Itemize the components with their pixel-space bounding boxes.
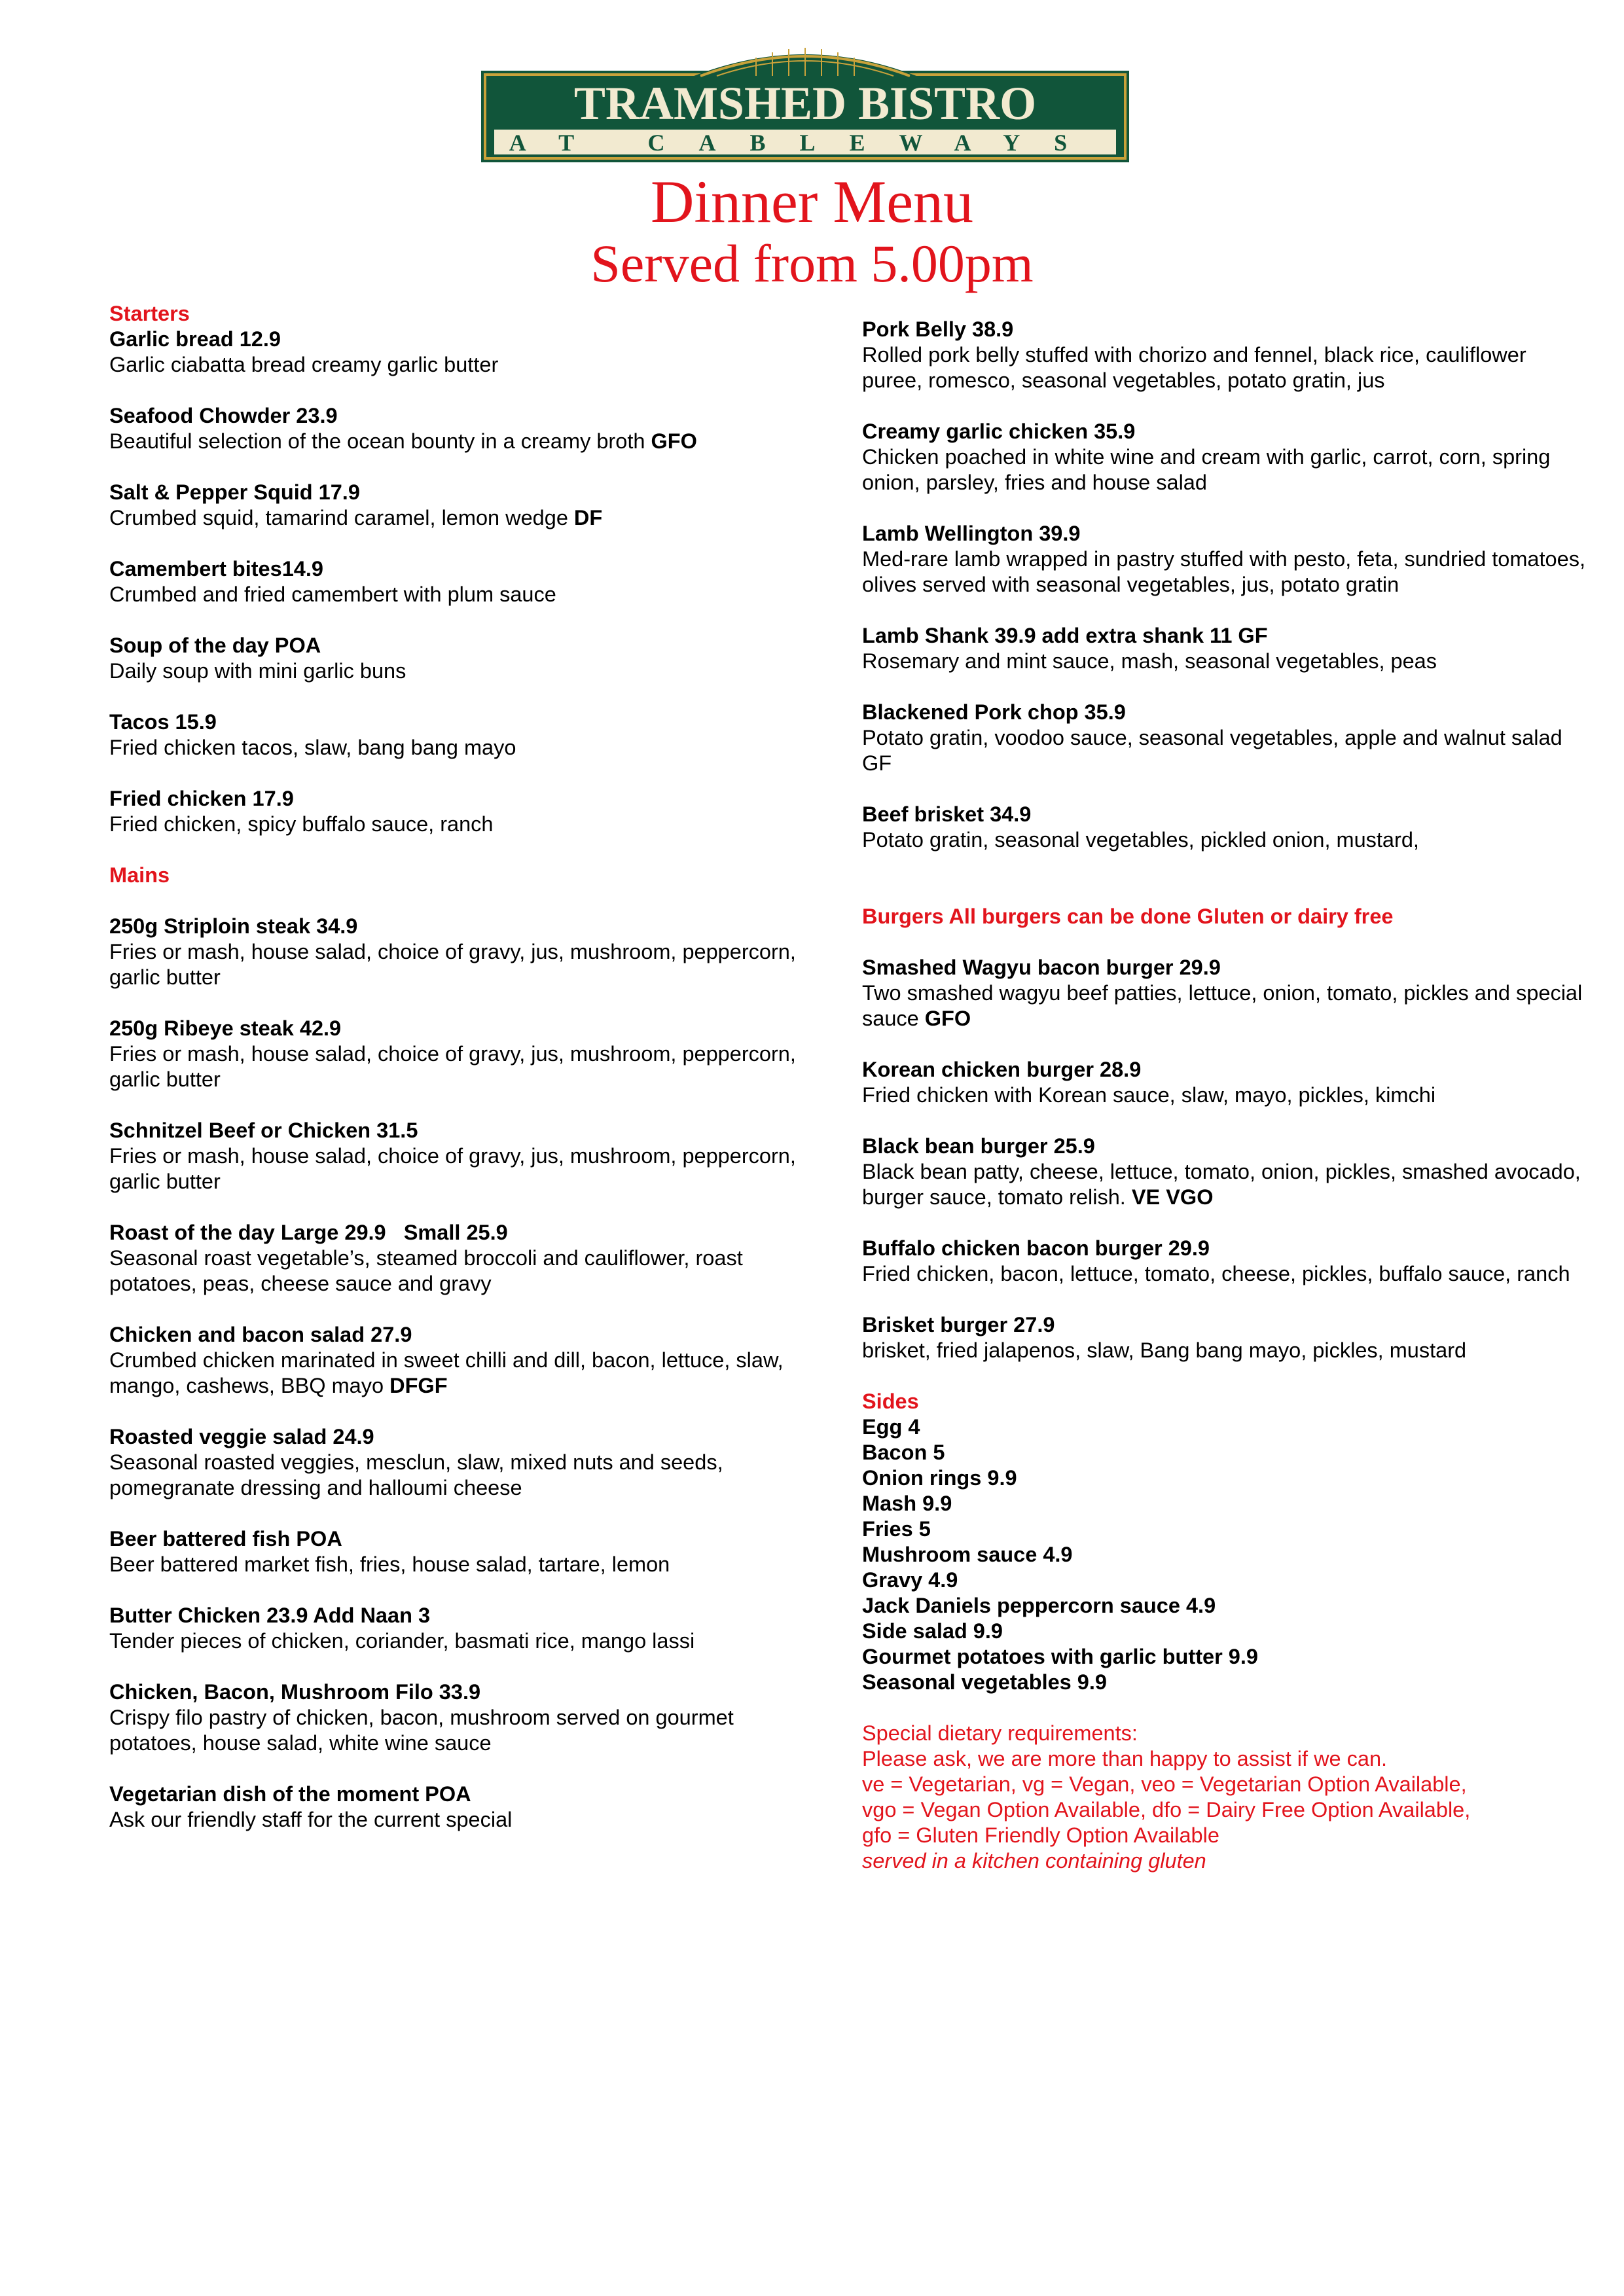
item-description <box>109 1348 823 1399</box>
dietary-line: Please ask, we are more than happy to assist if we can. <box>862 1747 1388 1770</box>
menu-item <box>862 317 1589 393</box>
starters-heading: Starters <box>109 302 190 325</box>
item-name: Schnitzel Beef or Chicken 31.5 <box>109 1119 418 1142</box>
item-name: Korean chicken burger 28.9 <box>862 1058 1142 1081</box>
dietary-line: ve = Vegetarian, vg = Vegan, veo = Vegetarian Option Available, <box>862 1772 1467 1796</box>
item-name: Seafood Chowder 23.9 <box>109 404 338 427</box>
item-description: Ask our friendly staff for the current special <box>109 1808 513 1831</box>
menu-item <box>109 1322 823 1399</box>
item-name: Garlic bread 12.9 <box>109 327 281 351</box>
menu-item <box>109 1016 823 1092</box>
item-description: Fries or mash, house salad, choice of gravy, jus, mushroom, peppercorn, garlic butter <box>109 1144 796 1193</box>
dietary-line: vgo = Vegan Option Available, dfo = Dairy Free Option Available, <box>862 1798 1471 1821</box>
item-description: Chicken poached in white wine and cream with garlic, carrot, corn, spring onion, parsley, fries and house salad <box>862 445 1551 494</box>
item-description: Garlic ciabatta bread creamy garlic butter <box>109 353 499 376</box>
menu-item <box>862 1236 1589 1287</box>
dietary-tag: VE VGO <box>1131 1185 1214 1209</box>
item-name: Buffalo chicken bacon burger 29.9 <box>862 1236 1210 1260</box>
item-description: Tender pieces of chicken, coriander, basmati rice, mango lassi <box>109 1629 695 1653</box>
logo-name: TRAMSHED BISTRO <box>573 77 1037 130</box>
item-name: Creamy garlic chicken 35.9 <box>862 420 1136 443</box>
item-description: brisket, fried jalapenos, slaw, Bang bang mayo, pickles, mustard <box>862 1338 1467 1362</box>
item-name: Fried chicken 17.9 <box>109 787 294 810</box>
menu-item <box>109 480 823 531</box>
right-column <box>862 317 1589 1874</box>
item-name: Lamb Shank 39.9 add extra shank 11 GF <box>862 624 1268 647</box>
dietary-line: Special dietary requirements: <box>862 1721 1138 1745</box>
side-item: Fries 5 <box>862 1517 931 1541</box>
item-description: Fried chicken with Korean sauce, slaw, mayo, pickles, kimchi <box>862 1083 1436 1107</box>
item-description: Seasonal roasted veggies, mesclun, slaw, mixed nuts and seeds, pomegranate dressing and halloumi cheese <box>109 1450 723 1499</box>
menu-item <box>862 955 1589 1031</box>
side-item: Mushroom sauce 4.9 <box>862 1543 1073 1566</box>
menu-item <box>109 1424 823 1501</box>
item-name: Vegetarian dish of the moment POA <box>109 1782 471 1806</box>
item-name: Tacos 15.9 <box>109 710 217 734</box>
menu-item <box>862 1312 1589 1363</box>
menu-item <box>109 1118 823 1194</box>
menu-item <box>109 327 823 378</box>
sides-heading: Sides <box>862 1390 919 1413</box>
item-description: Fried chicken, spicy buffalo sauce, ranch <box>109 812 494 836</box>
menu-title: Dinner Menu <box>650 168 974 235</box>
menu-item <box>109 786 823 837</box>
desc-text: Crumbed chicken marinated in sweet chilli and dill, bacon, lettuce, slaw, mango, cashews, BBQ mayo <box>109 1348 784 1397</box>
menu-item <box>862 521 1589 598</box>
dietary-notice <box>862 1721 1589 1874</box>
menu-subtitle: Served from 5.00pm <box>590 234 1034 293</box>
item-description <box>109 505 823 531</box>
desc-text: Crumbed squid, tamarind caramel, lemon wedge <box>109 506 574 529</box>
side-item: Seasonal vegetables 9.9 <box>862 1670 1107 1694</box>
menu-item <box>862 1057 1589 1108</box>
item-name: 250g Ribeye steak 42.9 <box>109 1016 342 1040</box>
item-description: Potato gratin, seasonal vegetables, pickled onion, mustard, <box>862 828 1419 852</box>
menu-item <box>862 802 1589 853</box>
menu-item <box>109 633 823 684</box>
menu-item <box>109 403 823 454</box>
menu-item <box>862 1134 1589 1210</box>
menu-item <box>109 1782 823 1833</box>
item-description: Crumbed and fried camembert with plum sauce <box>109 583 556 606</box>
dietary-tag: DF <box>573 506 603 529</box>
side-item: Mash 9.9 <box>862 1492 952 1515</box>
side-item: Onion rings 9.9 <box>862 1466 1017 1490</box>
menu-item <box>109 1526 823 1577</box>
dietary-tag: DFGF <box>389 1374 448 1397</box>
menu-item <box>109 914 823 990</box>
menu-item <box>109 1220 823 1297</box>
item-name: Roast of the day Large 29.9 Small 25.9 <box>109 1221 508 1244</box>
menu-item <box>109 1603 823 1654</box>
side-item: Egg 4 <box>862 1415 920 1439</box>
item-description: Fries or mash, house salad, choice of gravy, jus, mushroom, peppercorn, garlic butter <box>109 1042 796 1091</box>
item-description: Seasonal roast vegetable’s, steamed broccoli and cauliflower, roast potatoes, peas, cheese sauce and gravy <box>109 1246 743 1295</box>
side-item: Bacon 5 <box>862 1441 945 1464</box>
item-description: Potato gratin, voodoo sauce, seasonal vegetables, apple and walnut salad GF <box>862 726 1562 775</box>
item-name: Smashed Wagyu bacon burger 29.9 <box>862 956 1221 979</box>
mains-heading: Mains <box>109 863 170 887</box>
item-name: Roasted veggie salad 24.9 <box>109 1425 374 1448</box>
item-name: Blackened Pork chop 35.9 <box>862 700 1126 724</box>
item-name: Salt & Pepper Squid 17.9 <box>109 480 360 504</box>
desc-text: Black bean patty, cheese, lettuce, tomato, onion, pickles, smashed avocado, burger sauce, tomato relish. <box>862 1160 1581 1209</box>
side-item: Gourmet potatoes with garlic butter 9.9 <box>862 1645 1258 1668</box>
item-description: Fried chicken, bacon, lettuce, tomato, cheese, pickles, buffalo sauce, ranch <box>862 1262 1570 1285</box>
dietary-line: gfo = Gluten Friendly Option Available <box>862 1823 1219 1847</box>
item-name: Black bean burger 25.9 <box>862 1134 1095 1158</box>
left-column <box>109 301 823 1833</box>
item-description <box>862 980 1589 1031</box>
desc-text: Beautiful selection of the ocean bounty in a creamy broth <box>109 429 651 453</box>
item-description <box>109 429 823 454</box>
gluten-note: served in a kitchen containing gluten <box>862 1849 1206 1873</box>
item-name: Beef brisket 34.9 <box>862 802 1032 826</box>
item-name: Camembert bites14.9 <box>109 557 323 581</box>
item-name: Chicken, Bacon, Mushroom Filo 33.9 <box>109 1680 481 1704</box>
item-description: Fried chicken tacos, slaw, bang bang mayo <box>109 736 516 759</box>
side-item: Jack Daniels peppercorn sauce 4.9 <box>862 1594 1216 1617</box>
item-name: Beer battered fish POA <box>109 1527 342 1551</box>
logo-subtitle: AT CABLEWAYS <box>509 130 1102 156</box>
side-item: Gravy 4.9 <box>862 1568 958 1592</box>
item-name: Lamb Wellington 39.9 <box>862 522 1081 545</box>
item-description: Daily soup with mini garlic buns <box>109 659 406 683</box>
item-name: Pork Belly 38.9 <box>862 317 1014 341</box>
item-description: Rolled pork belly stuffed with chorizo and fennel, black rice, cauliflower puree, romesco, seasonal vegetables, potato gratin, jus <box>862 343 1526 392</box>
side-item: Side salad 9.9 <box>862 1619 1003 1643</box>
menu-item <box>109 709 823 761</box>
dietary-tag: GFO <box>651 429 697 453</box>
restaurant-logo <box>481 38 1129 162</box>
item-description: Med-rare lamb wrapped in pastry stuffed with pesto, feta, sundried tomatoes, olives served with seasonal vegetables, jus, potato gratin <box>862 547 1585 596</box>
menu-item <box>862 419 1589 495</box>
dietary-tag: GFO <box>924 1007 971 1030</box>
menu-item <box>862 700 1589 776</box>
burgers-heading: Burgers All burgers can be done Gluten or dairy free <box>862 905 1394 928</box>
menu-item <box>109 1679 823 1756</box>
item-description: Beer battered market fish, fries, house salad, tartare, lemon <box>109 1552 670 1576</box>
item-description: Rosemary and mint sauce, mash, seasonal vegetables, peas <box>862 649 1437 673</box>
item-name: Soup of the day POA <box>109 634 321 657</box>
item-description <box>862 1159 1589 1210</box>
item-description: Fries or mash, house salad, choice of gravy, jus, mushroom, peppercorn, garlic butter <box>109 940 796 989</box>
item-name: Butter Chicken 23.9 Add Naan 3 <box>109 1604 431 1627</box>
item-name: 250g Striploin steak 34.9 <box>109 914 358 938</box>
desc-text: Two smashed wagyu beef patties, lettuce, onion, tomato, pickles and special sauce <box>862 981 1583 1030</box>
item-name: Brisket burger 27.9 <box>862 1313 1055 1336</box>
item-name: Chicken and bacon salad 27.9 <box>109 1323 412 1346</box>
item-description: Crispy filo pastry of chicken, bacon, mushroom served on gourmet potatoes, house salad, white wine sauce <box>109 1706 734 1755</box>
menu-item <box>862 623 1589 674</box>
menu-item <box>109 556 823 607</box>
